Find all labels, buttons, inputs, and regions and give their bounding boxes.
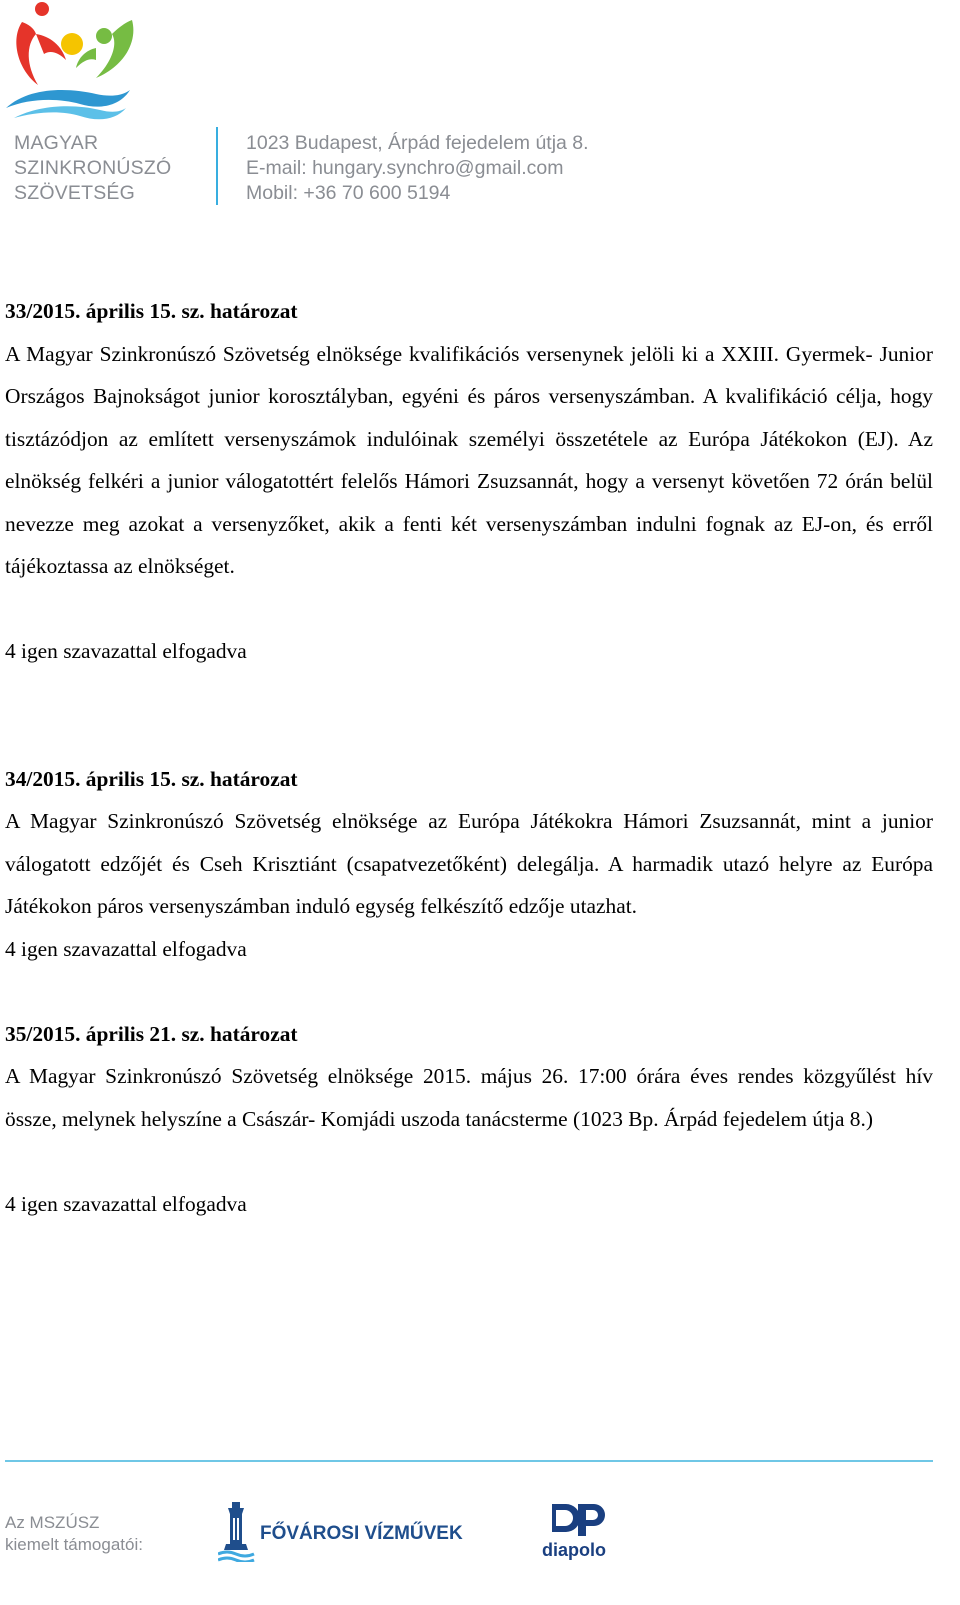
sponsor-caption-line: kiemelt támogatói: [5, 1535, 143, 1554]
resolution-text: A Magyar Szinkronúszó Szövetség elnöksége az Európa Játékokra Hámori Zsuzsannát, mint a junior válogatott edzőjét és Cseh Krisztiánt (csapatvezetőként) delegálja. A harmadik utazó helyre az Európa Játékokon páros versenyszámban induló egység felkészítő edzője utazhat. [5, 809, 933, 918]
diapolo-logo [538, 1498, 628, 1562]
sponsor-caption-line: Az MSZÚSZ [5, 1513, 100, 1532]
organization-name [14, 131, 171, 206]
sponsor2-name: diapolo [542, 1540, 606, 1560]
org-name-line: MAGYAR [14, 132, 99, 154]
letterhead [0, 0, 960, 215]
phone: Mobil: +36 70 600 5194 [246, 182, 451, 204]
federation-logo [0, 0, 140, 125]
vote-result: 4 igen szavazattal elfogadva [5, 936, 247, 961]
org-name-line: SZÖVETSÉG [14, 182, 135, 204]
fovarosi-vizmuvek-logo [218, 1496, 478, 1562]
sponsor-caption [5, 1512, 143, 1556]
address: 1023 Budapest, Árpád fejedelem útja 8. [246, 132, 589, 154]
resolution-title: 33/2015. április 15. sz. határozat [5, 299, 298, 323]
org-name-line: SZINKRONÚSZÓ [14, 157, 172, 179]
contact-info [246, 131, 589, 206]
header-divider [216, 127, 218, 205]
email: E-mail: hungary.synchro@gmail.com [246, 157, 564, 179]
resolution-title: 34/2015. április 15. sz. határozat [5, 766, 298, 791]
vote-result: 4 igen szavazattal elfogadva [5, 1191, 247, 1216]
document-body [5, 290, 933, 1225]
resolution-34 [5, 758, 933, 971]
resolution-text: A Magyar Szinkronúszó Szövetség elnöksége kvalifikációs versenynek jelöli ki a XXIII. Gyermek- Junior Országos Bajnokságot junior korosztályban, egyéni és páros versenyszámban. A kvalifikáció célja, hogy tisztázódjon az említett versenyszámok indulóinak személyi összetétele az Európa Játékokon (EJ). Az elnökség felkéri a junior válogatottért felelős Hámori Zsuzsannát, hogy a versenyt követően 72 órán belül nevezze meg azokat a versenyzőket, akik a fenti két versenyszámban indulni fognak az EJ-on, és erről tájékoztassa az elnökséget. [5, 341, 933, 578]
footer-divider [5, 1460, 933, 1462]
resolution-title: 35/2015. április 21. sz. határozat [5, 1021, 298, 1046]
resolution-33 [5, 290, 933, 673]
vote-result: 4 igen szavazattal elfogadva [5, 639, 247, 663]
resolution-35 [5, 1013, 933, 1226]
resolution-text: A Magyar Szinkronúszó Szövetség elnöksége 2015. május 26. 17:00 órára éves rendes közgyűlést hív össze, melynek helyszíne a Császár- Komjádi uszoda tanácsterme (1023 Bp. Árpád fejedelem útja 8.) [5, 1064, 933, 1131]
sponsor1-name: FŐVÁROSI VÍZMŰVEK [260, 1523, 463, 1544]
